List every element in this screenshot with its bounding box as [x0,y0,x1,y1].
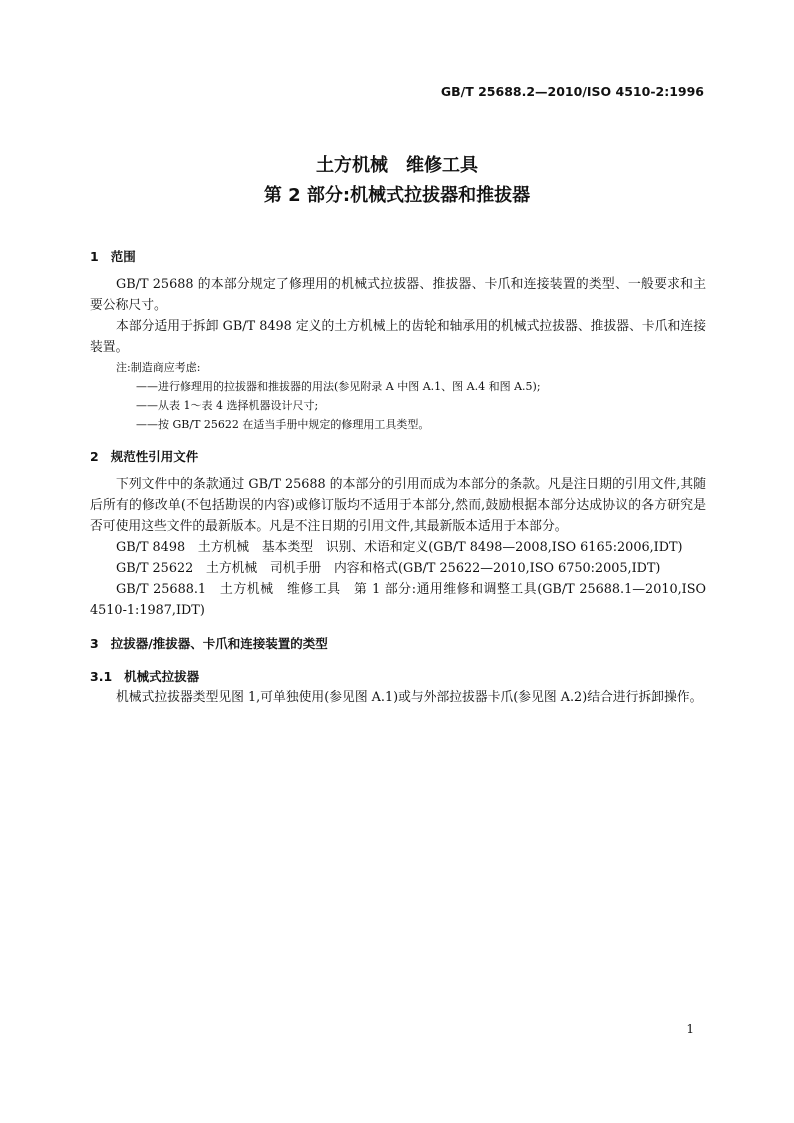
note-item: ——进行修理用的拉拔器和推拔器的用法(参见附录 A 中图 A.1、图 A.4 和图 A.5); [136,380,541,393]
page-number: 1 [686,1022,694,1036]
section-3-1-heading [90,666,706,687]
section-number: 2 [90,449,99,464]
section-number: 1 [90,249,99,264]
scope-paragraph-2: 本部分适用于拆卸 GB/T 8498 定义的土方机械上的齿轮和轴承用的机械式拉拔器、推拔器、卡爪和连接装置。 [90,319,706,355]
references-paragraph: 下列文件中的条款通过 GB/T 25688 的本部分的引用而成为本部分的条款。凡是注日期的引用文件,其随后所有的修改单(不包括勘误的内容)或修订版均不适用于本部分,然而,鼓励根据本部分达成协议的各方研究是否可使用这些文件的最新版本。凡是不注日期的引用文件,其最新版本适用于本部分。 [90,477,706,534]
section-title: 机械式拉拔器 [124,669,200,684]
section-number: 3.1 [90,669,113,684]
standard-number: GB/T 25688.2—2010/ISO 4510-2:1996 [440,84,704,99]
section-title: 范围 [110,249,136,264]
document-body [90,246,706,708]
reference-entry: GB/T 8498 土方机械 基本类型 识别、术语和定义(GB/T 8498—2008,ISO 6165:2006,IDT) [116,540,683,555]
note-item: ——从表 1～表 4 选择机器设计尺寸; [136,399,319,412]
section-2-heading [90,446,706,467]
reference-entry: GB/T 25622 土方机械 司机手册 内容和格式(GB/T 25622—2010,ISO 6750:2005,IDT) [116,561,661,576]
section-title: 拉拔器/推拔器、卡爪和连接装置的类型 [110,636,328,651]
section-title: 规范性引用文件 [110,449,199,464]
note-item: ——按 GB/T 25622 在适当手册中规定的修理用工具类型。 [136,418,430,431]
reference-entry: GB/T 25688.1 土方机械 维修工具 第 1 部分:通用维修和调整工具(GB/T 25688.1—2010,ISO 4510-1:1987,IDT) [90,582,706,618]
document-title-line2: 第 2 部分:机械式拉拔器和推拔器 [263,185,531,206]
section-3-heading [90,633,706,654]
section-number: 3 [90,636,99,651]
section-1-heading [90,246,706,267]
document-title-line1: 土方机械 维修工具 [316,155,478,176]
scope-paragraph-1: GB/T 25688 的本部分规定了修理用的机械式拉拔器、推拔器、卡爪和连接装置的类型、一般要求和主要公称尺寸。 [90,277,706,313]
note-label: 注:制造商应考虑: [116,361,201,374]
pullers-paragraph: 机械式拉拔器类型见图 1,可单独使用(参见图 A.1)或与外部拉拔器卡爪(参见图 A.2)结合进行拆卸操作。 [116,690,703,705]
